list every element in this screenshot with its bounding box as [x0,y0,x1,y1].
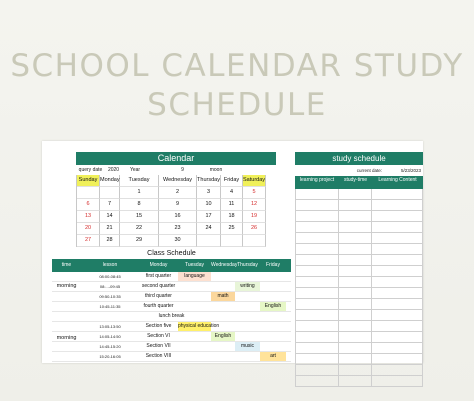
time-cell: 14:05-14:50 [99,334,121,339]
day-header-saturday: Saturday [243,175,266,187]
study-cell[interactable] [295,354,339,365]
subject-cell[interactable]: English [211,332,235,341]
study-cell[interactable] [295,211,339,222]
day-header-wednesday: Wednesday [159,175,197,187]
study-cell[interactable] [339,288,372,299]
col-learning-content: Learning Content [378,177,417,183]
study-cell[interactable] [295,233,339,244]
page-title-line-2: SCHEDULE [147,87,327,123]
time-cell: 14:45-15:20 [99,344,121,349]
study-cell[interactable] [295,200,339,211]
calendar-day[interactable]: 27 [77,235,100,247]
study-cell[interactable] [372,211,423,222]
study-cell[interactable] [372,310,423,321]
calendar-day[interactable]: 28 [100,235,120,247]
study-cell[interactable] [295,277,339,288]
current-date-label: current date: [356,168,382,173]
calendar-day[interactable]: 30 [159,235,197,247]
subject-cell[interactable]: physical education [178,323,220,329]
calendar-day[interactable] [243,235,266,247]
calendar-day[interactable]: 9 [159,199,197,211]
study-cell[interactable] [339,189,372,200]
col-monday: Monday [149,262,168,268]
study-cell[interactable] [339,321,372,332]
study-cell[interactable] [372,376,423,387]
study-cell[interactable] [372,189,423,200]
study-cell[interactable] [339,310,372,321]
study-cell[interactable] [295,321,339,332]
calendar-day[interactable]: 11 [221,199,243,211]
table-row[interactable] [52,352,291,362]
study-cell[interactable] [339,222,372,233]
study-cell[interactable] [295,255,339,266]
study-cell[interactable] [339,233,372,244]
calendar-day[interactable]: 1 [120,187,159,199]
study-cell[interactable] [372,255,423,266]
subject-cell[interactable]: language [178,272,211,281]
study-cell[interactable] [339,266,372,277]
calendar-day[interactable]: 8 [120,199,159,211]
table-row[interactable] [52,332,291,342]
lesson-cell: Section five [145,323,172,329]
calendar-day[interactable]: 4 [221,187,243,199]
calendar-day[interactable]: 12 [243,199,266,211]
table-row[interactable] [52,342,291,352]
calendar-day[interactable]: 2 [159,187,197,199]
day-header-friday: Friday [221,175,243,187]
study-columns-header [295,176,423,189]
table-row[interactable] [52,322,291,332]
col-thursday: Thursday [237,262,258,268]
current-date-value: 5/23/2023 [400,168,421,173]
day-header-monday: Monday [100,175,120,187]
study-cell[interactable] [372,288,423,299]
study-cell[interactable] [372,332,423,343]
study-cell[interactable] [372,200,423,211]
study-schedule-section [295,152,423,387]
calendar-day[interactable]: 19 [243,211,266,223]
calendar-day[interactable]: 14 [100,211,120,223]
study-cell[interactable] [372,343,423,354]
afternoon-label: morning [56,335,77,341]
calendar-day[interactable]: 16 [159,211,197,223]
study-cell[interactable] [295,332,339,343]
study-cell[interactable] [372,233,423,244]
study-cell[interactable] [295,310,339,321]
study-cell[interactable] [372,354,423,365]
col-wednesday: Wednesday [211,262,238,268]
table-row[interactable] [52,292,291,302]
year-value[interactable]: 2020 [107,167,120,173]
day-header-thursday: Thursday [197,175,221,187]
col-lesson: lesson [102,262,118,268]
study-cell[interactable] [372,277,423,288]
study-cell[interactable] [339,211,372,222]
calendar-day[interactable] [221,235,243,247]
study-cell[interactable] [339,343,372,354]
calendar-day[interactable]: 29 [120,235,159,247]
study-cell[interactable] [339,200,372,211]
lesson-cell: fourth quarter [143,303,174,309]
calendar-day[interactable]: 13 [77,211,100,223]
calendar-day[interactable] [197,235,221,247]
calendar-day[interactable]: 25 [221,223,243,235]
table-row[interactable] [52,272,291,282]
subject-cell[interactable]: math [211,292,235,301]
study-cell[interactable] [372,299,423,310]
calendar-day[interactable]: 22 [120,223,159,235]
lunch-break-row: lunch break [52,312,291,322]
study-cell[interactable] [339,354,372,365]
calendar-day[interactable] [77,187,100,199]
time-cell: 13:05-13:50 [99,324,121,329]
class-schedule-header [52,259,291,272]
calendar-grid [76,175,276,247]
study-cell[interactable] [295,299,339,310]
study-schedule-title: study schedule [295,152,423,165]
calendar-day[interactable]: 24 [197,223,221,235]
lesson-cell: third quarter [145,293,172,299]
col-time: time [61,262,72,268]
lesson-cell: second quarter [141,283,176,289]
calendar-day[interactable]: 5 [243,187,266,199]
study-cell[interactable] [295,376,339,387]
month-value[interactable]: 9 [181,167,184,173]
lesson-cell: Section VI [147,333,170,339]
day-header-sunday: Sunday [77,175,100,187]
study-cell[interactable] [339,299,372,310]
study-cell[interactable] [295,288,339,299]
page-title-line-1: SCHOOL CALENDAR STUDY [10,48,464,84]
class-schedule-body [52,272,291,362]
lesson-cell: first quarter [145,273,172,279]
calendar-day[interactable]: 17 [197,211,221,223]
study-cell[interactable] [372,321,423,332]
col-learning-project: learning project [299,177,335,183]
calendar-day[interactable]: 10 [197,199,221,211]
study-grid[interactable] [295,189,423,387]
study-cell[interactable] [372,266,423,277]
study-cell[interactable] [295,343,339,354]
study-cell[interactable] [339,332,372,343]
calendar-day[interactable]: 23 [159,223,197,235]
table-row[interactable] [52,302,291,312]
calendar-day[interactable]: 7 [100,199,120,211]
year-label: Year [129,167,141,173]
subject-cell[interactable]: writing [235,282,260,291]
study-cell[interactable] [339,365,372,376]
study-cell[interactable] [295,189,339,200]
study-cell[interactable] [372,244,423,255]
study-cell[interactable] [295,266,339,277]
calendar-title: Calendar [76,152,276,165]
day-header-tuesday: Tuesday [120,175,159,187]
subject-cell[interactable]: music [235,342,260,351]
calendar-day[interactable]: 21 [100,223,120,235]
time-cell: 15:20-16:05 [99,354,121,359]
study-cell[interactable] [295,365,339,376]
time-cell: 08:...-09:45 [99,284,121,289]
spreadsheet-sheet [42,141,423,363]
study-cell[interactable] [372,365,423,376]
time-cell: 08:00-08:45 [99,274,121,279]
time-cell: 09:50-10:35 [99,294,121,299]
study-cell[interactable] [339,255,372,266]
calendar-section [76,152,276,247]
query-date-label: query date [78,167,103,173]
col-tuesday: Tuesday [185,262,204,268]
calendar-day[interactable]: 6 [77,199,100,211]
study-cell[interactable] [372,222,423,233]
subject-cell[interactable]: English [260,302,286,311]
col-friday: Friday [266,262,280,268]
study-cell[interactable] [339,376,372,387]
calendar-day[interactable]: 26 [243,223,266,235]
calendar-day[interactable]: 18 [221,211,243,223]
time-cell: 10:45-11:35 [99,304,121,309]
class-schedule-title: Class Schedule [147,250,196,257]
calendar-day[interactable] [100,187,120,199]
current-date-row [295,165,423,176]
lesson-cell: Section VIII [145,353,172,359]
study-cell[interactable] [295,244,339,255]
study-cell[interactable] [339,244,372,255]
subject-cell[interactable]: art [260,352,286,361]
calendar-day[interactable]: 20 [77,223,100,235]
study-cell[interactable] [339,277,372,288]
class-schedule-section [52,248,291,362]
study-cell[interactable] [295,222,339,233]
month-label: moon [209,167,223,173]
col-study-time: study-time [343,177,368,183]
calendar-day[interactable]: 15 [120,211,159,223]
calendar-day[interactable]: 3 [197,187,221,199]
query-date-row [76,165,276,175]
lesson-cell: Section VII [146,343,171,349]
table-row[interactable] [52,282,291,292]
morning-label: morning [56,283,77,289]
